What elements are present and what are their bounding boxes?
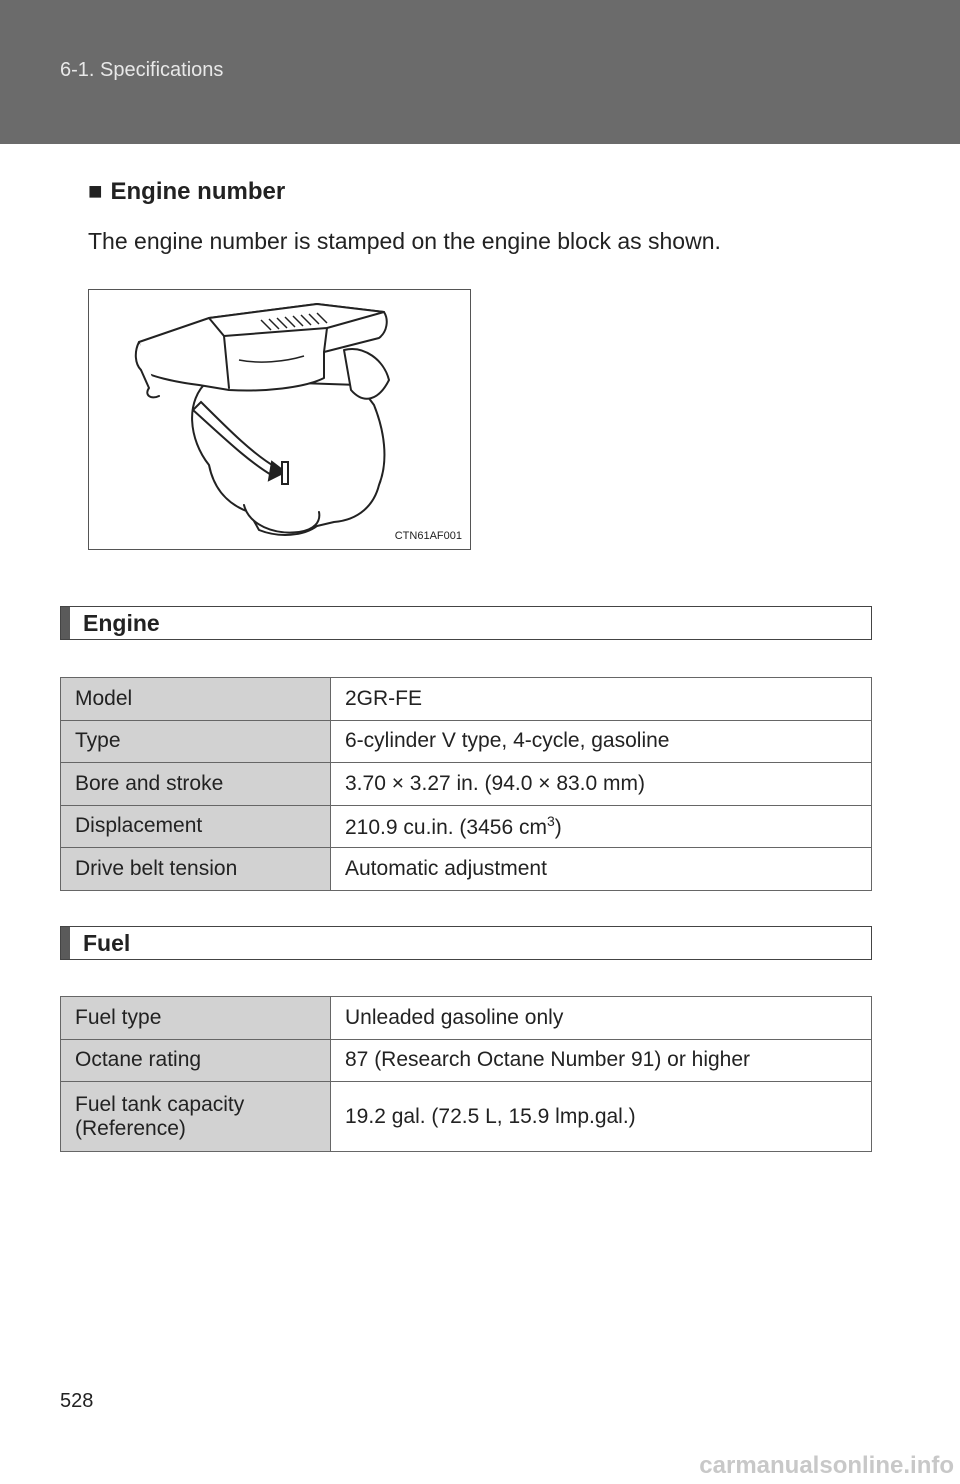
table-row bbox=[61, 1039, 872, 1082]
row-label: Octane rating bbox=[61, 1039, 331, 1082]
table-row bbox=[61, 763, 872, 806]
table-row bbox=[61, 1082, 872, 1152]
table-row bbox=[61, 805, 872, 848]
row-value: 19.2 gal. (72.5 L, 15.9 lmp.gal.) bbox=[331, 1082, 872, 1152]
section-heading bbox=[88, 178, 285, 206]
row-value: 87 (Research Octane Number 91) or higher bbox=[331, 1039, 872, 1082]
row-label-line2: (Reference) bbox=[75, 1116, 186, 1140]
displacement-value-end: ) bbox=[554, 815, 562, 839]
engine-table-heading bbox=[60, 606, 872, 640]
page-header bbox=[0, 0, 960, 144]
fuel-spec-table bbox=[60, 996, 872, 1152]
row-label bbox=[61, 1082, 331, 1152]
table-row bbox=[61, 848, 872, 891]
row-value bbox=[331, 805, 872, 848]
intro-text: The engine number is stamped on the engine block as shown. bbox=[88, 228, 721, 254]
page-number: 528 bbox=[60, 1390, 94, 1412]
superscript: 3 bbox=[546, 812, 555, 829]
row-value: 3.70 × 3.27 in. (94.0 × 83.0 mm) bbox=[331, 763, 872, 806]
row-value: 6-cylinder V type, 4-cycle, gasoline bbox=[331, 720, 872, 763]
engine-heading-text: Engine bbox=[83, 610, 160, 636]
row-value: Automatic adjustment bbox=[331, 848, 872, 891]
row-label: Model bbox=[61, 678, 331, 721]
row-value: Unleaded gasoline only bbox=[331, 997, 872, 1040]
row-label-line1: Fuel tank capacity bbox=[75, 1092, 245, 1116]
square-bullet-icon: ■ bbox=[88, 178, 103, 205]
chapter-title: 6-1. Specifications bbox=[60, 59, 224, 81]
fuel-heading-text: Fuel bbox=[83, 930, 131, 956]
table-row bbox=[61, 997, 872, 1040]
row-label: Displacement bbox=[61, 805, 331, 848]
engine-spec-table bbox=[60, 677, 872, 891]
heading-bar bbox=[61, 607, 70, 639]
section-heading-text: Engine number bbox=[110, 178, 286, 205]
row-value: 2GR-FE bbox=[331, 678, 872, 721]
row-label: Fuel type bbox=[61, 997, 331, 1040]
engine-drawing-icon bbox=[89, 290, 470, 549]
table-row bbox=[61, 678, 872, 721]
heading-bar bbox=[61, 927, 70, 959]
engine-illustration bbox=[88, 289, 471, 550]
figure-code: CTN61AF001 bbox=[394, 530, 462, 542]
watermark: carmanualsonline.info bbox=[699, 1452, 954, 1479]
displacement-value: 210.9 cu.in. (3456 cm bbox=[345, 815, 547, 839]
row-label: Drive belt tension bbox=[61, 848, 331, 891]
fuel-table-heading bbox=[60, 926, 872, 960]
row-label: Bore and stroke bbox=[61, 763, 331, 806]
row-label: Type bbox=[61, 720, 331, 763]
table-row bbox=[61, 720, 872, 763]
